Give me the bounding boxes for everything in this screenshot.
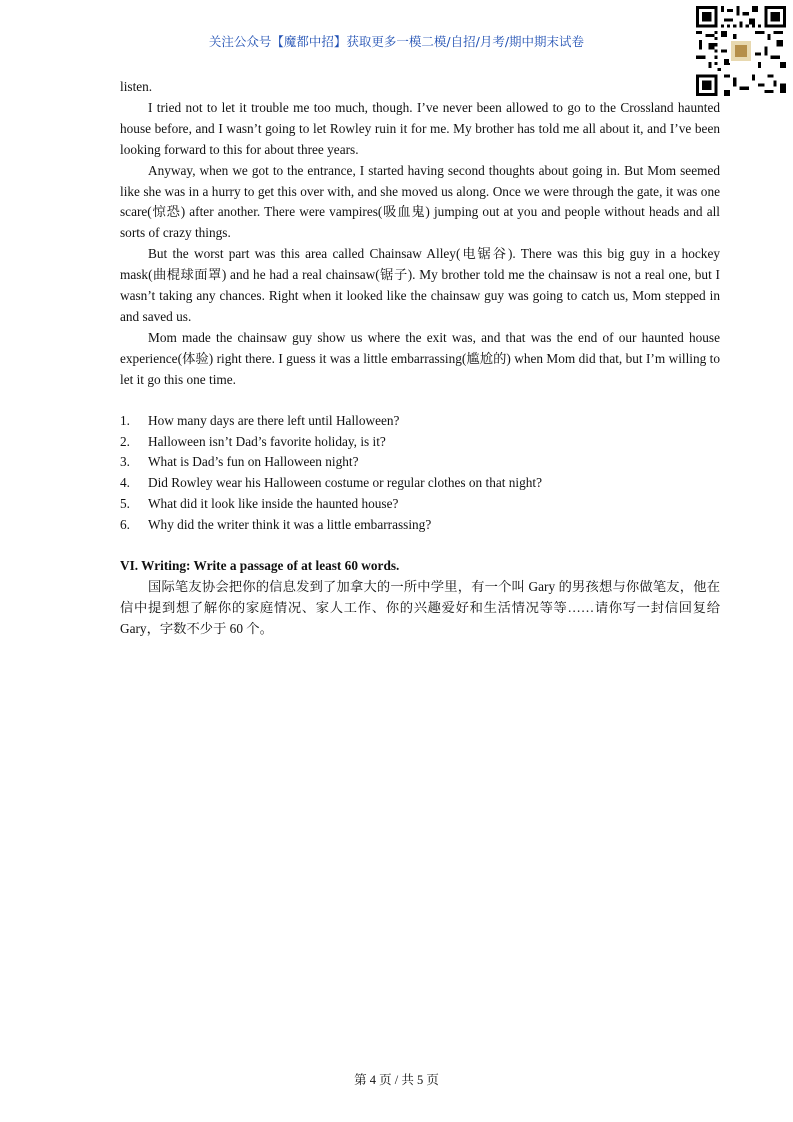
question-item: [120, 452, 720, 473]
question-number: 6.: [120, 517, 130, 533]
question-item: [120, 411, 720, 432]
passage-paragraph: Mom made the chainsaw guy show us where the exit was, and that was the end of our haunted house experience(体验) right there. I guess it was a little embarrassing(尴尬的) when Mom did that, but I’m willing to let it go this one time.: [120, 329, 720, 387]
document-body: [120, 77, 720, 640]
spacer: [120, 536, 720, 556]
question-item: [120, 432, 720, 453]
page-footer: 第 4 页 / 共 5 页: [354, 1073, 439, 1087]
passage-paragraph: But the worst part was this area called Chainsaw Alley(电锯谷). There was this big guy in a hockey mask(曲棍球面罩) and he had a real chainsaw(锯子). My brother told me the chainsaw is not a real one, but I wasn’t taking any chances. Right when it looked like the chainsaw guy was going to catch us, Mom stepped in and saved us.: [120, 246, 720, 324]
question-text: Halloween isn’t Dad’s favorite holiday, is it?: [148, 433, 386, 449]
passage-paragraph: Anyway, when we got to the entrance, I started having second thoughts about going in. But Mom seemed like she was in a hurry to get this over with, and she moved us along. Once we were through the gate, it was one scare(惊恐) after another. There were vampires(吸血鬼) jumping out at you and people without heads and all sorts of crazy things.: [120, 162, 720, 241]
question-item: [120, 473, 720, 494]
passage-paragraph: listen.: [120, 79, 153, 94]
question-number: 5.: [120, 496, 130, 512]
question-text: What is Dad’s fun on Halloween night?: [148, 454, 359, 470]
writing-prompt: 国际笔友协会把你的信息发到了加拿大的一所中学里，有一个叫 Gary 的男孩想与你做笔友，他在信中提到想了解你的家庭情况、家人工作、你的兴趣爱好和生活情况等等……请你写一封信回复给 Gary，字数不少于 60 个。: [120, 578, 720, 636]
question-number: 4.: [120, 475, 130, 491]
question-text: What did it look like inside the haunted house?: [148, 496, 399, 512]
spacer: [120, 391, 720, 411]
question-number: 2.: [120, 433, 130, 449]
question-item: [120, 494, 720, 515]
question-text: Did Rowley wear his Halloween costume or regular clothes on that night?: [148, 475, 542, 491]
question-text: How many days are there left until Halloween?: [148, 412, 400, 428]
writing-heading: VI. Writing: Write a passage of at least 60 words.: [120, 558, 400, 574]
question-item: [120, 515, 720, 536]
question-list: [120, 411, 720, 536]
passage-paragraph: I tried not to let it trouble me too much, though. I’ve never been allowed to go to the Crossland haunted house before, and I wasn’t going to let Rowley ruin it for me. My brother has told me all about it, and I’ve been looking forward to this for about three years.: [120, 99, 720, 157]
question-number: 1.: [120, 412, 130, 428]
question-number: 3.: [120, 454, 130, 470]
header-notice: 关注公众号【魔都中招】获取更多一模二模/自招/月考/期中期末试卷: [208, 34, 585, 49]
question-text: Why did the writer think it was a little embarrassing?: [148, 517, 432, 533]
